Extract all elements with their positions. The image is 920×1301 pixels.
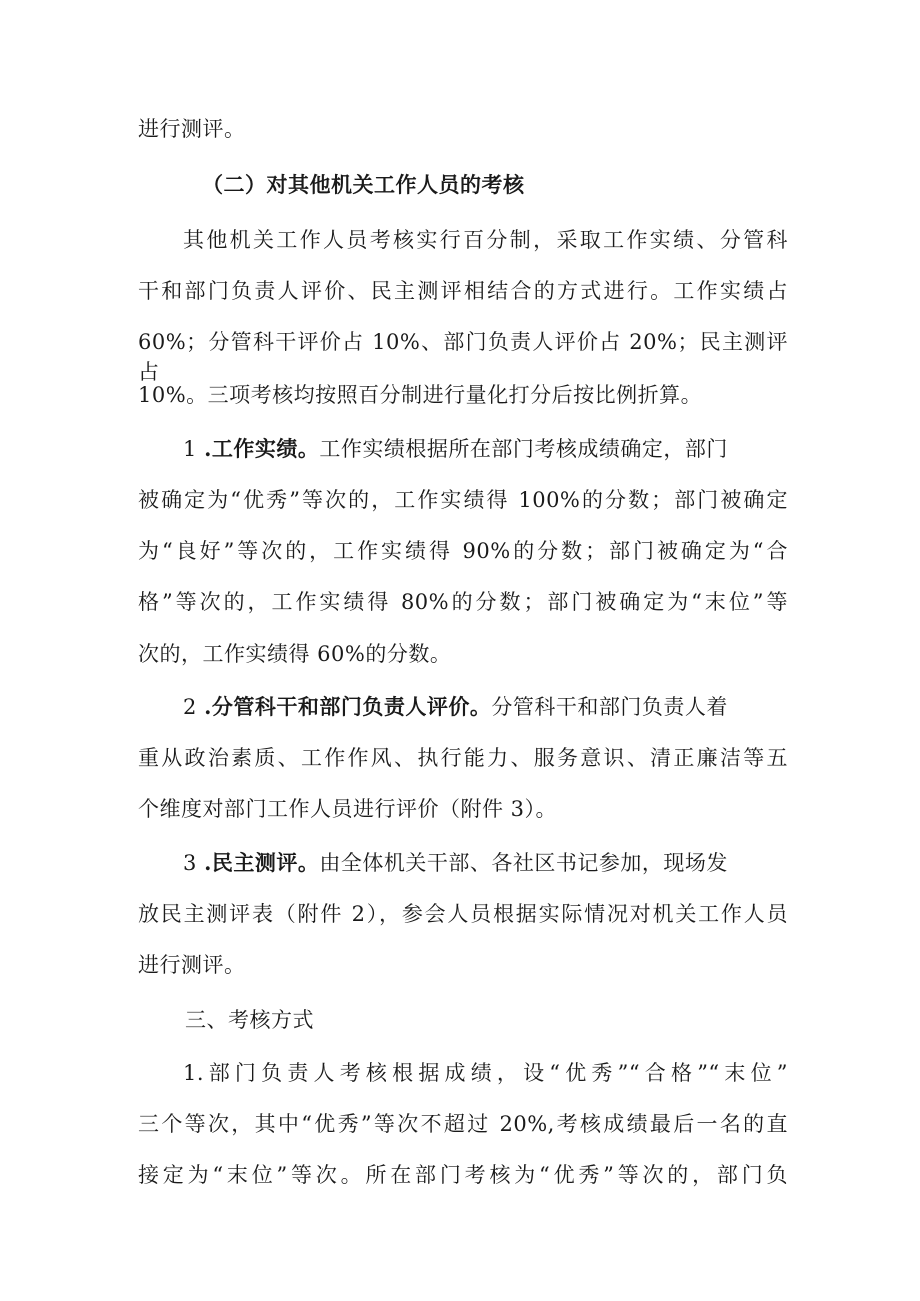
paragraph-line: 其他机关工作人员考核实行百分制，采取工作实绩、分管科 [183,228,788,252]
item-text: 分管科干和部门负责人着 [491,695,728,719]
item-title: .民主测评。 [204,850,320,875]
paragraph-line: 次的，工作实绩得 60%的分数。 [138,642,452,666]
numbered-item [183,848,788,878]
paragraph-line: 接定为“末位”等次。所在部门考核为“优秀”等次的，部门负 [138,1163,788,1187]
paragraph-line: 干和部门负责人评价、民主测评相结合的方式进行。工作实绩占 [138,279,788,303]
paragraph-line: 60%；分管科干评价占 10%、部门负责人评价占 20%；民主测评占 [138,330,788,384]
section-heading: 三、考核方式 [185,1008,314,1032]
item-number: 3 [183,851,197,875]
item-title: .工作实绩。 [204,436,320,461]
paragraph-line: 进行测评。 [138,953,246,977]
paragraph-line: 个维度对部门工作人员进行评价（附件 3）。 [138,797,558,821]
item-text: 工作实绩根据所在部门考核成绩确定，部门 [319,437,728,461]
item-text: 由全体机关干部、各社区书记参加，现场发 [319,851,728,875]
item-number: 1 [183,437,197,461]
paragraph-line: 1.部门负责人考核根据成绩，设“优秀”“合格”“末位” [183,1061,788,1085]
paragraph-line: 格”等次的，工作实绩得 80%的分数；部门被确定为“末位”等 [138,590,788,614]
paragraph-line: 重从政治素质、工作作风、执行能力、服务意识、清正廉洁等五 [138,746,788,770]
paragraph-line: 进行测评。 [138,117,246,141]
numbered-item [183,692,788,722]
paragraph-line: 三个等次，其中“优秀”等次不超过 20%,考核成绩最后一名的直 [138,1112,788,1136]
paragraph-line: 放民主测评表（附件 2），参会人员根据实际情况对机关工作人员 [138,902,788,926]
item-number: 2 [183,695,197,719]
numbered-item [183,434,788,464]
paragraph-line: 为“良好”等次的，工作实绩得 90%的分数；部门被确定为“合 [138,539,788,563]
item-title: .分管科干和部门负责人评价。 [204,694,492,719]
section-heading: （二）对其他机关工作人员的考核 [202,172,525,197]
paragraph-line: 10%。三项考核均按照百分制进行量化打分后按比例折算。 [138,383,703,407]
paragraph-line: 被确定为“优秀”等次的，工作实绩得 100%的分数；部门被确定 [138,488,788,512]
